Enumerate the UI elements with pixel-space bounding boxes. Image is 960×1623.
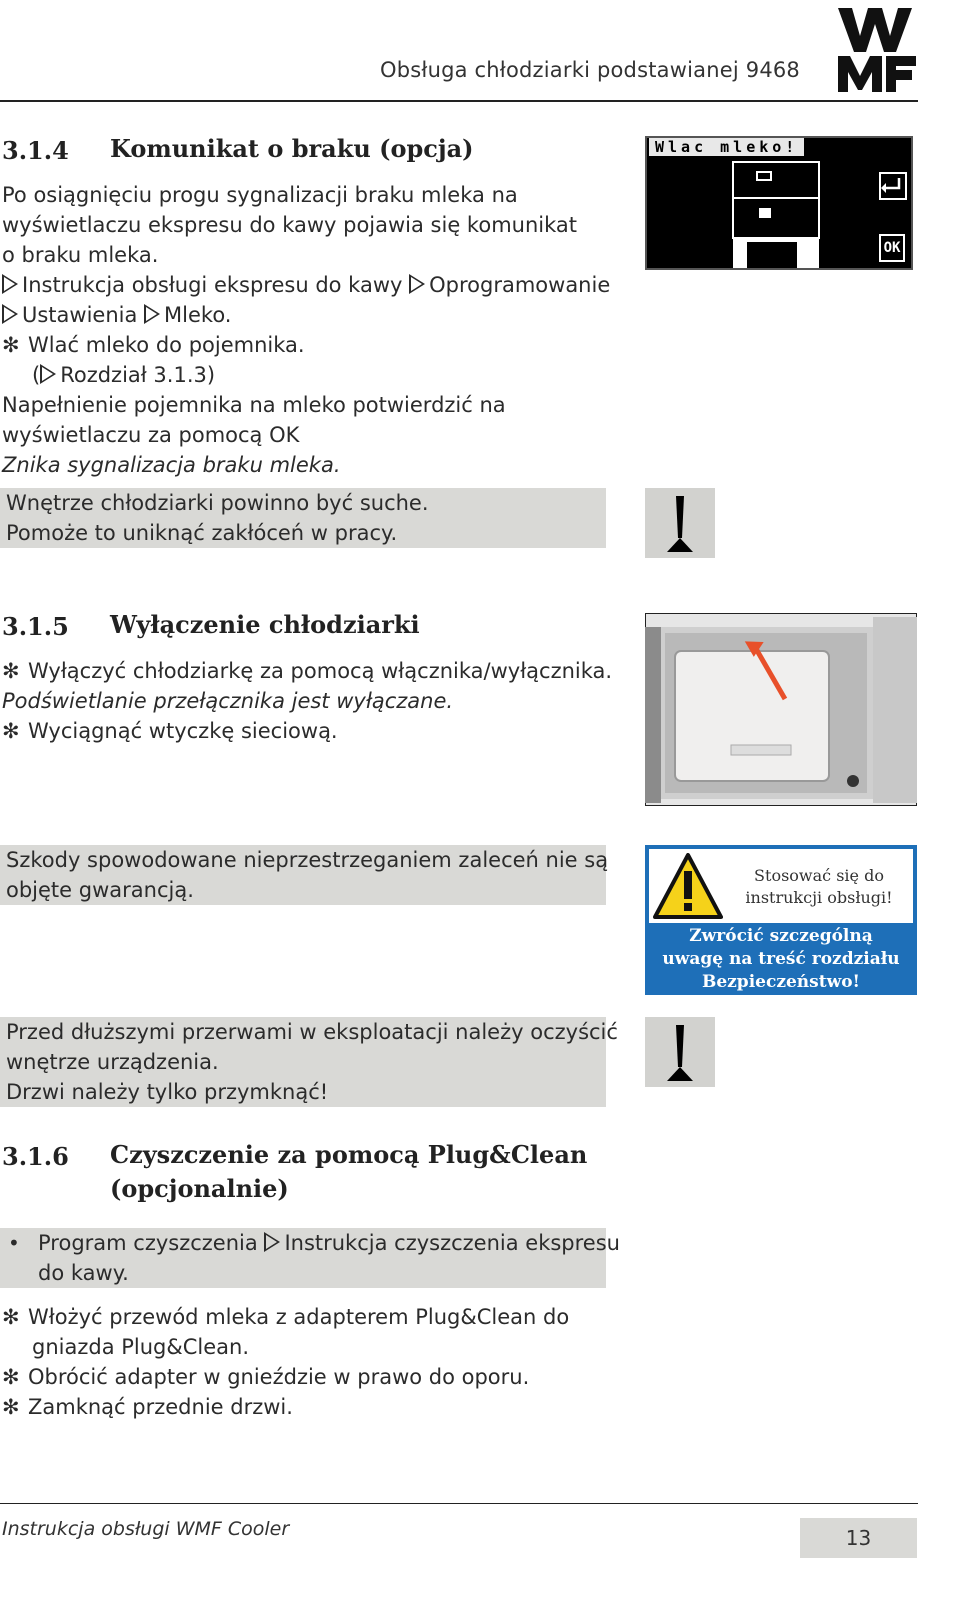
- warning-line: Stosować się do: [754, 866, 884, 885]
- reference-text: Rozdział 3.1.3): [60, 363, 216, 387]
- exclamation-icon: [645, 488, 715, 558]
- step-text: Wyciągnąć wtyczkę sieciową.: [28, 719, 338, 743]
- section-title: [110, 1138, 587, 1206]
- note-line: wnętrze urządzenia.: [6, 1050, 219, 1074]
- return-icon: [879, 172, 907, 200]
- note-box: [0, 1017, 618, 1107]
- step-text: Zamknąć przednie drzwi.: [28, 1395, 293, 1419]
- bullet-text-part: Program czyszczenia: [38, 1231, 258, 1255]
- paragraph-line: wyświetlaczu za pomocą OK: [2, 423, 300, 447]
- section-number: 3.1.4: [2, 136, 69, 165]
- step-line: [2, 656, 632, 686]
- warning-line: uwagę na treść rozdziału: [662, 949, 900, 969]
- safety-warning-panel: [645, 845, 917, 995]
- display-message: Wlac mleko!: [649, 138, 804, 156]
- step-line: [2, 330, 622, 360]
- machine-display-image: [645, 136, 913, 270]
- page-number: 13: [800, 1518, 917, 1558]
- reference-line: [2, 270, 622, 300]
- triangle-arrow-icon: [2, 304, 18, 324]
- step-star-icon: ✻: [2, 659, 20, 683]
- note-line: Szkody spowodowane nieprzestrzeganiem zaleceń nie są: [6, 848, 609, 872]
- bullet-icon: •: [8, 1231, 20, 1255]
- footer-rule: [0, 1503, 918, 1504]
- note-box: [0, 488, 606, 548]
- section-title: Wyłączenie chłodziarki: [110, 610, 420, 639]
- warning-line: Bezpieczeństwo!: [701, 972, 861, 992]
- ok-button-icon: OK: [879, 234, 905, 262]
- bullet-text: [38, 1228, 620, 1288]
- bullet-box: [0, 1228, 620, 1288]
- page-header-title: Obsługa chłodziarki podstawianej 9468: [380, 58, 800, 82]
- wmf-logo: [838, 6, 916, 92]
- section-title: Komunikat o braku (opcja): [110, 134, 474, 163]
- step-text: Wlać mleko do pojemnika.: [28, 333, 305, 357]
- result-line: Znika sygnalizacja braku mleka.: [2, 453, 341, 477]
- section-316-steps: [2, 1302, 622, 1422]
- step-star-icon: ✻: [2, 333, 20, 357]
- paragraph-line: Po osiągnięciu progu sygnalizacji braku mleka na: [2, 183, 518, 207]
- step-line: [2, 1362, 622, 1392]
- triangle-arrow-icon: [144, 304, 160, 324]
- step-star-icon: ✻: [2, 1395, 20, 1419]
- footer-title: Instrukcja obsługi WMF Cooler: [2, 1518, 290, 1540]
- warning-top-text: [727, 865, 911, 909]
- paragraph-line: Napełnienie pojemnika na mleko potwierdzić na: [2, 393, 506, 417]
- note-line: Pomoże to uniknąć zakłóceń w pracy.: [6, 521, 398, 545]
- note-line: Przed dłuższymi przerwami w eksploatacji należy oczyścić: [6, 1020, 618, 1044]
- step-line: [2, 716, 632, 746]
- reference-text: Mleko.: [164, 303, 232, 327]
- reference-text: Instrukcja czyszczenia ekspresu: [284, 1231, 620, 1255]
- triangle-arrow-icon: [2, 274, 18, 294]
- step-text: gniazda Plug&Clean.: [32, 1335, 250, 1359]
- triangle-arrow-icon: [40, 364, 56, 384]
- warning-triangle-icon: [653, 853, 723, 919]
- exclamation-icon: [645, 1017, 715, 1087]
- step-text: Obrócić adapter w gnieździe w prawo do oporu.: [28, 1365, 530, 1389]
- coffee-machine-icon: [647, 158, 911, 268]
- note-line: Drzwi należy tylko przymknąć!: [6, 1080, 329, 1104]
- cooler-interior-photo: [645, 613, 917, 806]
- paragraph-line: o braku mleka.: [2, 243, 159, 267]
- step-line: [2, 1392, 622, 1422]
- section-title-line: Czyszczenie za pomocą Plug&Clean: [110, 1140, 588, 1169]
- warning-line: instrukcji obsługi!: [745, 888, 893, 907]
- paren-open: (: [32, 363, 41, 387]
- reference-text: Ustawienia: [22, 303, 138, 327]
- step-line: [2, 1302, 622, 1332]
- paragraph-line: wyświetlaczu ekspresu do kawy pojawia się komunikat: [2, 213, 577, 237]
- step-star-icon: ✻: [2, 719, 20, 743]
- triangle-arrow-icon: [409, 274, 425, 294]
- step-star-icon: ✻: [2, 1365, 20, 1389]
- result-line: Podświetlanie przełącznika jest wyłączane.: [2, 689, 454, 713]
- warning-line: Zwrócić szczególną: [689, 926, 873, 946]
- note-line: Wnętrze chłodziarki powinno być suche.: [6, 491, 429, 515]
- section-title-line: (opcjonalnie): [110, 1174, 289, 1203]
- step-reference: [2, 360, 622, 390]
- reference-text: Instrukcja obsługi ekspresu do kawy: [22, 273, 403, 297]
- section-315-body: [2, 656, 632, 746]
- note-box: [0, 845, 609, 905]
- triangle-arrow-icon: [264, 1232, 280, 1252]
- warning-bottom-text: [645, 925, 917, 994]
- section-314-body: [2, 180, 622, 480]
- step-text: Wyłączyć chłodziarkę za pomocą włącznika/wyłącznika.: [28, 659, 613, 683]
- reference-line: [2, 300, 622, 330]
- warning-top: [649, 849, 913, 923]
- note-line: objęte gwarancją.: [6, 878, 194, 902]
- section-number: 3.1.6: [2, 1142, 69, 1171]
- section-number: 3.1.5: [2, 612, 69, 641]
- step-text: Włożyć przewód mleka z adapterem Plug&Clean do: [28, 1305, 570, 1329]
- bullet-text-part: do kawy.: [38, 1261, 129, 1285]
- header-rule: [0, 100, 918, 102]
- step-star-icon: ✻: [2, 1305, 20, 1329]
- reference-text: Oprogramowanie: [429, 273, 611, 297]
